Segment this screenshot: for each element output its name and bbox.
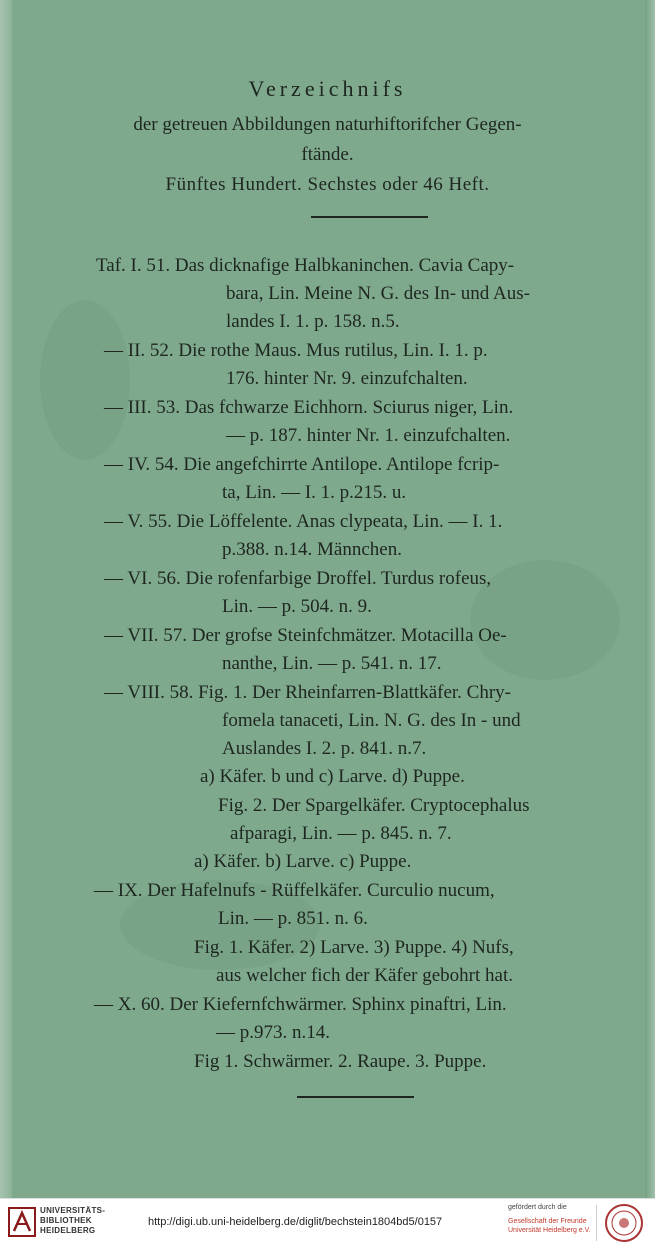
entry-line: 176. hinter Nr. 9. einzufchalten. (226, 368, 468, 389)
paper-stain (40, 300, 130, 460)
entry-line: — IV. 54. Die angefchirrte Antilope. Antilope fcrip- (104, 454, 500, 475)
entry-line: — II. 52. Die rothe Maus. Mus rutilus, Lin. I. 1. p. (104, 340, 488, 361)
entry-line: a) Käfer. b) Larve. c) Puppe. (194, 851, 412, 872)
entry-line: — X. 60. Der Kiefernfchwärmer. Sphinx pinaftri, Lin. (94, 994, 507, 1015)
divider-rule (311, 216, 428, 218)
entry-line: aus welcher fich der Käfer gebohrt hat. (216, 965, 513, 986)
entry-line: — V. 55. Die Löffelente. Anas clypeata, Lin. — I. 1. (104, 511, 503, 532)
entry-line: p.388. n.14. Männchen. (222, 539, 402, 560)
library-logo-icon (8, 1207, 36, 1237)
entry-line: — III. 53. Das fchwarze Eichhorn. Sciurus niger, Lin. (104, 397, 514, 418)
funded-by-label: gefördert durch die (508, 1204, 567, 1211)
entry-line: — p. 187. hinter Nr. 1. einzufchalten. (226, 425, 511, 446)
paper-stain (470, 560, 620, 680)
entry-line: Fig. 2. Der Spargelkäfer. Cryptocephalus (218, 795, 530, 816)
entry-line: landes I. 1. p. 158. n.5. (226, 311, 400, 332)
entry-line: nanthe, Lin. — p. 541. n. 17. (222, 653, 442, 674)
entry-line: ta, Lin. — I. 1. p.215. u. (222, 482, 407, 503)
document-title: Verzeichnifs (248, 76, 407, 101)
entry-line: afparagi, Lin. — p. 845. n. 7. (230, 823, 452, 844)
entry-line: fomela tanaceti, Lin. N. G. des In - und (222, 710, 521, 731)
entry-line: Lin. — p. 504. n. 9. (222, 596, 372, 617)
entry-line: — VI. 56. Die rofenfarbige Droffel. Turdus rofeus, (104, 568, 492, 589)
subtitle-line: ftände. (301, 144, 354, 165)
footer-divider (596, 1205, 597, 1241)
library-name: UNIVERSITÄTS- BIBLIOTHEK HEIDELBERG (40, 1206, 106, 1235)
entry-line: Taf. I. 51. Das dicknafige Halbkaninchen. Cavia Capy- (96, 255, 515, 276)
permalink-url[interactable]: http://digi.ub.uni-heidelberg.de/diglit/bechstein1804bd5/0157 (148, 1216, 443, 1228)
entry-line: bara, Lin. Meine N. G. des In- und Aus- (226, 283, 530, 304)
entry-line: — p.973. n.14. (216, 1022, 330, 1043)
society-name: Gesellschaft der Freunde Universität Heidelberg e.V. (508, 1218, 591, 1234)
entry-line: Fig. 1. Käfer. 2) Larve. 3) Puppe. 4) Nufs, (194, 937, 514, 958)
footer-bar (0, 1198, 655, 1247)
divider-rule (297, 1096, 414, 1098)
entry-line: — IX. Der Hafelnufs - Rüffelkäfer. Curculio nucum, (94, 880, 495, 901)
subtitle-line: Fünftes Hundert. Sechstes oder 46 Heft. (165, 174, 490, 195)
subtitle-line: der getreuen Abbildungen naturhiftorifcher Gegen- (133, 114, 522, 135)
entry-line: — VII. 57. Der grofse Steinfchmätzer. Motacilla Oe- (104, 625, 507, 646)
university-seal-icon (604, 1203, 644, 1243)
entry-line: a) Käfer. b und c) Larve. d) Puppe. (200, 766, 465, 787)
entry-line: Auslandes I. 2. p. 841. n.7. (222, 738, 427, 759)
entry-line: — VIII. 58. Fig. 1. Der Rheinfarren-Blattkäfer. Chry- (104, 682, 511, 703)
entry-line: Fig 1. Schwärmer. 2. Raupe. 3. Puppe. (194, 1051, 487, 1072)
entry-line: Lin. — p. 851. n. 6. (218, 908, 368, 929)
